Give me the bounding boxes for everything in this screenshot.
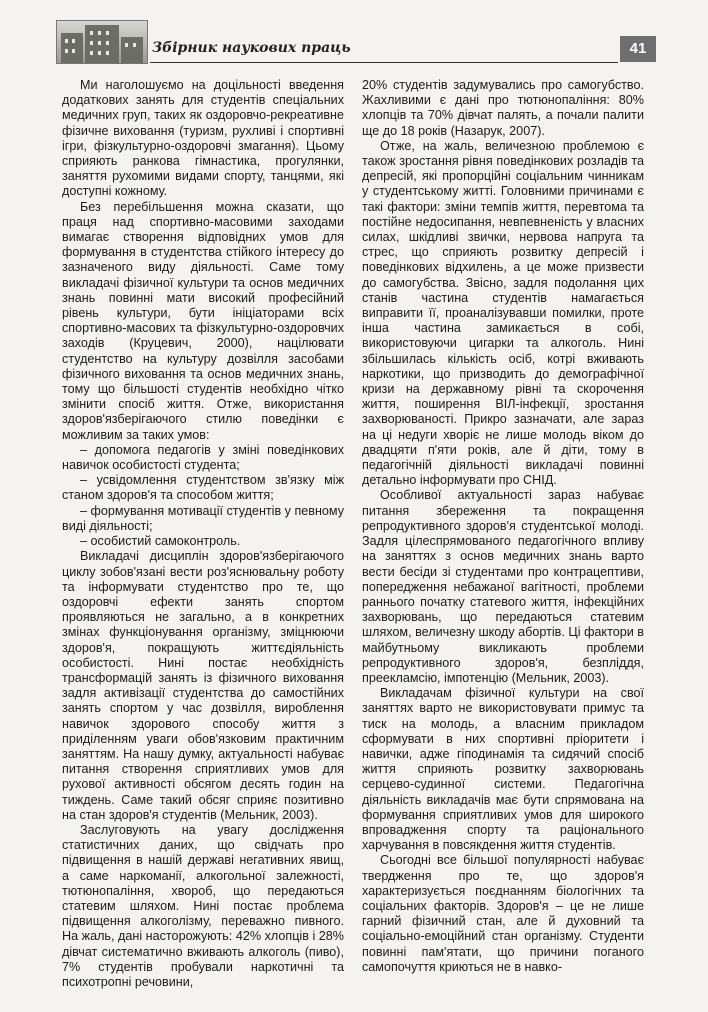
paragraph: 20% студентів задумувались про самогубство. Жахливими є дані про тютюнопаління: 80% хлопців та 70% дівчат палять, а почали палити ще до 18 років (Назарук, 2007).: [362, 78, 644, 138]
paragraph: Без перебільшення можна сказати, що праця над спортивно-масовими заходами вимагає створення відповідних умов для формування в студентства стійкого інтересу до зазначеного виду діяльності. Саме тому викладачі фізичної культури та основ медичних знань повинні мати високий професійний рівень культури, бути ініціаторами всіх спортивно-масових та фізкультурно-оздоровчих заходів (Круцевич, 2000), націлювати студентство на культуру дозвілля засобами фізичного виховання та основ медичних знань, тому що більшості студентів необхідно чітко змінити спосіб життя. Отже, використання здоров'язберігаючого стилю поведінки є можливим за таких умов:: [62, 199, 344, 442]
paragraph: Викладачам фізичної культури на свої заняттях варто не використовувати примус та тиск на молодь, а власним прикладом сформувати в них спортивні пріоритети і навички, адже гіподинамія та сидячий спосіб життя сприяють розвитку захворювань серцево-судинної системи. Педагогічна діяльність викладачів має бути спрямована на формування сприятливих умов для широкого впровадження спорту та раціонального харчування в повсякдення життя студентів.: [362, 686, 644, 853]
paragraph: Отже, на жаль, величезною проблемою є також зростання рівня поведінкових розладів та депресій, які пропорційні соціальним чинникам у студентському житті. Головними причинами є такі фактори: зміни темпів життя, перевтома та постійне недосипання, невпевненість у власних силах, шкідливі звички, нервова напруга та стрес, що сприяють розвитку депресій і поведінкових відхилень, а це може призвести до самогубства. Звісно, задля подолання цих станів частина студентів намагається виправити її, проаналізувавши помилки, проте інша частина замикається в собі, використовуючи цигарки та алкоголь. Нині збільшилась кількість осіб, котрі вживають наркотики, що призводить до демографічної кризи на державному рівні та скорочення життя, поширення ВІЛ-інфекції, зростання захворюваності. Прикро зазначати, але зараз на ці недуги хворіє не лише молодь віком до двадцяти п'яти років, але й діти, тому в педагогічній діяльності викладачі повинні детально інформувати про СНІД.: [362, 138, 644, 488]
list-item: – допомога педагогів у зміні поведінкових навичок особистості студента;: [62, 442, 344, 473]
paragraph: Заслуговують на увагу дослідження статистичних даних, що свідчать про підвищення в нашій державі негативних явищ, а саме наркоманії, алкогольної залежності, тютюнопаління, хвороб, що передаються статевим шляхом. Нині постає проблема підвищення алкоголізму, переважно пивного. На жаль, дані насторожують: 42% хлопців і 28% дівчат систематично вживають алкоголь (пиво), 7% студентів пробували наркотичні та психотропні речовини,: [62, 822, 344, 989]
paragraph: Ми наголошуємо на доцільності введення додаткових занять для студентів спеціальних медичних груп, таких як оздоровчо-рекреативне фізичне виховання (туризм, рухливі і спортивні ігри, фізкультурно-оздоровчі змагання). Цьому сприяють ранкова гімнастика, прогулянки, заняття рухомими видами спорту, танцями, які доступні кожному.: [62, 78, 344, 199]
paragraph: Сьогодні все більшої популярності набуває твердження про те, що здоров'я характеризується поєднанням біологічних та соціальних факторів. Здоров'я – це не лише гарний фізичний стан, але й духовний та соціально-емоційний стан організму. Студенти повинні пам'ятати, що причини поганого самопочуття криються не в навко-: [362, 853, 644, 974]
list-item: – формування мотивації студентів у певному виді діяльності;: [62, 503, 345, 533]
paragraph: Викладачі дисциплін здоров'язберігаючого циклу зобов'язані вести роз'яснювальну роботу та інформувати студентство про те, що оздоровчі ефекти занять спортом проявляються не загально, а в конкретних змінах функціонування організму, зміцнюючи здоров'я, покращують життєдіяльність особистості. Нині постає необхідність трансформацій занять із фізичного виховання задля активізації студентства до самостійних занять спортом у час дозвілля, вироблення навичок здорового способу життя з приділенням уваги обов'язковим практичним заняттям. На нашу думку, актуальності набуває питання створення сприятливих умов для рухової активності обсягом десять годин на тиждень. Саме такий обсяг сприяє позитивно на стан здоров'я студентів (Мельник, 2003).: [62, 549, 344, 822]
list-item: – особистий самоконтроль.: [80, 534, 241, 549]
right-text-column: [362, 78, 644, 975]
page-header: [50, 16, 656, 62]
paragraph: Особливої актуальності зараз набуває питання збереження та покращення репродуктивного здоров'я студентської молоді. Задля цілеспрямованого педагогічного впливу на заняттях з основ медичних знань варто вести бесіди зі студентами про контрацептиви, попередження небажаної вагітності, проблеми раннього початку статевого життя, інфекційних захворювань, що передаються статевим шляхом, величезну шкоду абортів. Ці фактори в майбутньому викликають проблеми репродуктивного здоров'я, безпліддя, преекламсію, імпотенцію (Мельник, 2003).: [362, 488, 644, 685]
journal-title: Збірник наукових праць: [152, 40, 351, 56]
list-item: – усвідомлення студентством зв'язку між станом здоров'я та способом життя;: [62, 473, 344, 503]
journal-logo-building-image: [56, 20, 148, 64]
header-rule: [150, 62, 618, 63]
left-text-column: [62, 78, 344, 990]
page-number-badge: 41: [620, 36, 656, 62]
